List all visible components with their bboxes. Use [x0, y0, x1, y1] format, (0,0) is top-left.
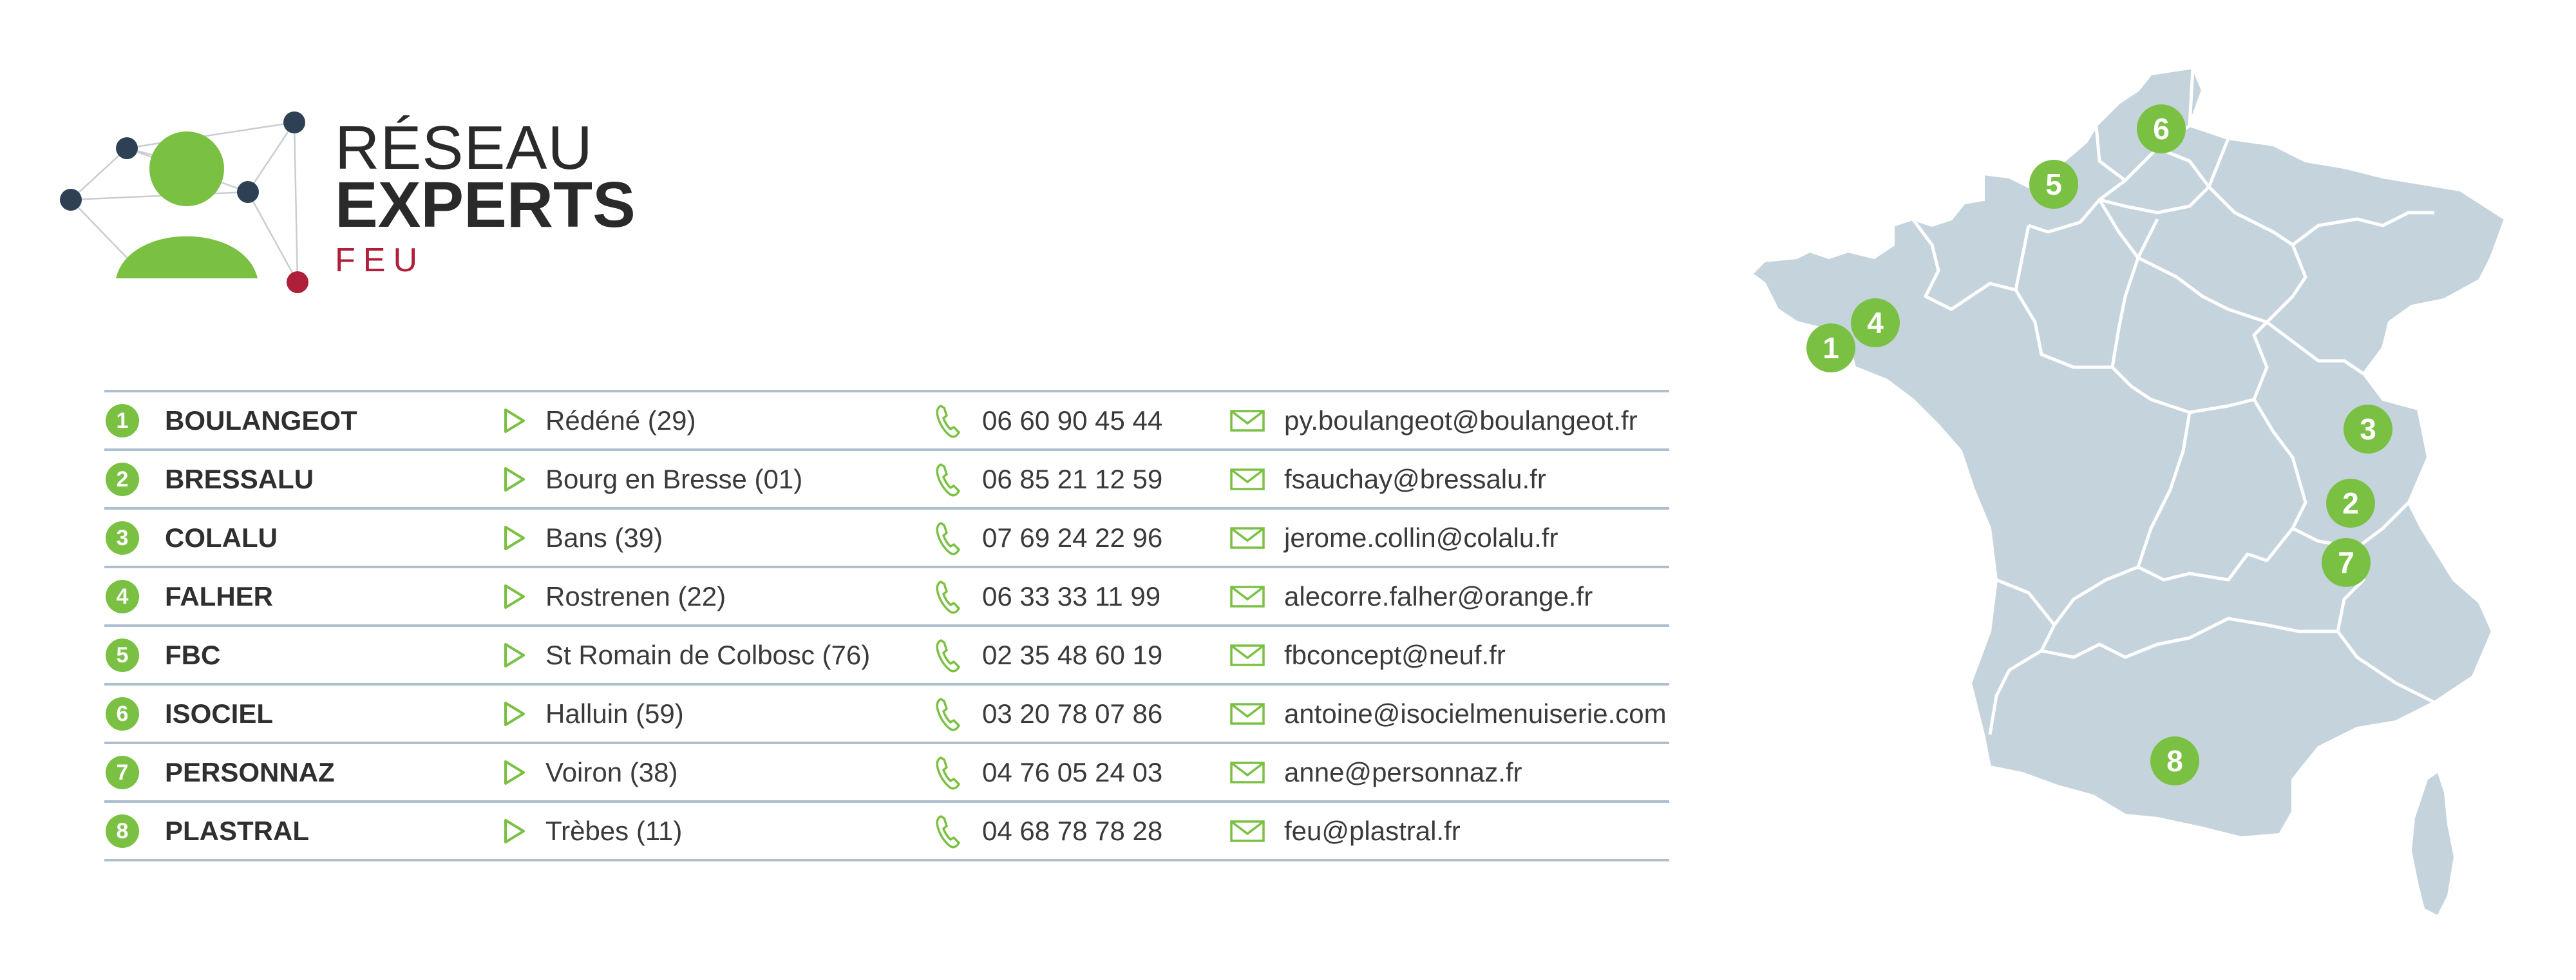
map-markers-layer: [1739, 64, 2524, 928]
expert-number-badge: 6: [106, 697, 139, 731]
network-person-icon: [52, 103, 322, 309]
expert-email-link[interactable]: anne@personnaz.fr: [1284, 756, 1522, 787]
phone-icon: [934, 392, 962, 448]
experts-table: [104, 390, 1669, 861]
expert-phone[interactable]: 03 20 78 07 86: [982, 698, 1163, 729]
expert-number-badge: 1: [106, 404, 139, 437]
envelope-icon: [1228, 803, 1267, 859]
table-row: [104, 390, 1669, 448]
expert-phone[interactable]: 04 76 05 24 03: [982, 756, 1163, 787]
map-marker-1[interactable]: [1806, 323, 1855, 372]
phone-icon: [934, 568, 962, 624]
expert-name: FALHER: [165, 581, 273, 611]
expert-number-badge: 2: [106, 463, 139, 496]
play-arrow-icon: [502, 510, 527, 566]
map-marker-6[interactable]: [2137, 104, 2186, 153]
map-marker-label: 8: [2166, 744, 2183, 778]
phone-icon: [934, 803, 962, 859]
play-arrow-icon: [502, 686, 527, 742]
table-row: [104, 624, 1669, 683]
expert-city: St Romain de Colbosc (76): [545, 639, 871, 670]
envelope-icon: [1228, 392, 1267, 448]
play-arrow-icon: [502, 803, 527, 859]
expert-name: FBC: [165, 639, 221, 670]
expert-phone[interactable]: 06 85 21 12 59: [982, 463, 1163, 494]
expert-name: PLASTRAL: [165, 815, 309, 846]
map-marker-5[interactable]: [2029, 160, 2078, 209]
expert-email-link[interactable]: fbconcept@neuf.fr: [1284, 639, 1506, 670]
expert-email-link[interactable]: fsauchay@bressalu.fr: [1284, 463, 1546, 494]
play-arrow-icon: [502, 392, 527, 448]
envelope-icon: [1228, 627, 1267, 683]
brand-line-reseau: RÉSEAU: [335, 113, 593, 182]
phone-icon: [934, 451, 962, 507]
expert-city: Trèbes (11): [545, 815, 683, 846]
expert-email-link[interactable]: alecorre.falher@orange.fr: [1284, 581, 1593, 611]
expert-phone[interactable]: 02 35 48 60 19: [982, 639, 1163, 670]
expert-phone[interactable]: 07 69 24 22 96: [982, 522, 1163, 553]
map-marker-8[interactable]: [2150, 736, 2199, 785]
envelope-icon: [1228, 451, 1267, 507]
expert-number-badge: 4: [106, 580, 139, 613]
expert-number-badge: 5: [106, 639, 139, 672]
table-row: [104, 448, 1669, 507]
expert-city: Bans (39): [545, 522, 663, 553]
map-marker-label: 3: [2360, 412, 2376, 446]
table-row: [104, 507, 1669, 566]
expert-phone[interactable]: 06 60 90 45 44: [982, 405, 1163, 436]
map-marker-label: 2: [2342, 486, 2359, 520]
expert-city: Rédéné (29): [545, 405, 696, 436]
expert-phone[interactable]: 06 33 33 11 99: [982, 581, 1161, 611]
expert-number-badge: 7: [106, 756, 139, 789]
play-arrow-icon: [502, 451, 527, 507]
expert-name: BRESSALU: [165, 463, 314, 494]
map-marker-4[interactable]: [1851, 298, 1900, 347]
expert-city: Bourg en Bresse (01): [545, 463, 803, 494]
phone-icon: [934, 627, 962, 683]
expert-number-badge: 3: [106, 521, 139, 555]
play-arrow-icon: [502, 568, 527, 624]
table-row: [104, 742, 1669, 800]
expert-name: ISOCIEL: [165, 698, 274, 729]
reseau-experts-logo: [52, 103, 636, 309]
envelope-icon: [1228, 510, 1267, 566]
phone-icon: [934, 744, 962, 800]
phone-icon: [934, 686, 962, 742]
envelope-icon: [1228, 568, 1267, 624]
expert-city: Rostrenen (22): [545, 581, 726, 611]
play-arrow-icon: [502, 627, 527, 683]
expert-email-link[interactable]: py.boulangeot@boulangeot.fr: [1284, 405, 1638, 436]
table-row: [104, 566, 1669, 624]
expert-city: Halluin (59): [545, 698, 684, 729]
table-row: [104, 800, 1669, 861]
expert-email-link[interactable]: feu@plastral.fr: [1284, 815, 1461, 846]
map-marker-7[interactable]: [2322, 538, 2371, 587]
expert-email-link[interactable]: jerome.collin@colalu.fr: [1284, 522, 1558, 553]
phone-icon: [934, 510, 962, 566]
map-marker-2[interactable]: [2326, 479, 2375, 528]
map-marker-label: 1: [1823, 331, 1839, 365]
brand-line-experts: EXPERTS: [335, 169, 636, 241]
expert-name: BOULANGEOT: [165, 405, 357, 436]
france-map: [1739, 64, 2524, 928]
map-marker-label: 4: [1867, 306, 1884, 340]
map-marker-label: 5: [2045, 168, 2062, 201]
brand-line-feu: FEU: [335, 242, 425, 279]
expert-name: COLALU: [165, 522, 278, 553]
expert-city: Voiron (38): [545, 756, 678, 787]
map-marker-label: 7: [2338, 546, 2354, 579]
expert-email-link[interactable]: antoine@isocielmenuiserie.com: [1284, 698, 1667, 729]
envelope-icon: [1228, 744, 1267, 800]
map-marker-label: 6: [2153, 112, 2170, 146]
expert-number-badge: 8: [106, 814, 139, 848]
table-row: [104, 683, 1669, 742]
expert-phone[interactable]: 04 68 78 78 28: [982, 815, 1163, 846]
envelope-icon: [1228, 686, 1267, 742]
play-arrow-icon: [502, 744, 527, 800]
expert-name: PERSONNAZ: [165, 756, 335, 787]
map-marker-3[interactable]: [2344, 405, 2392, 454]
